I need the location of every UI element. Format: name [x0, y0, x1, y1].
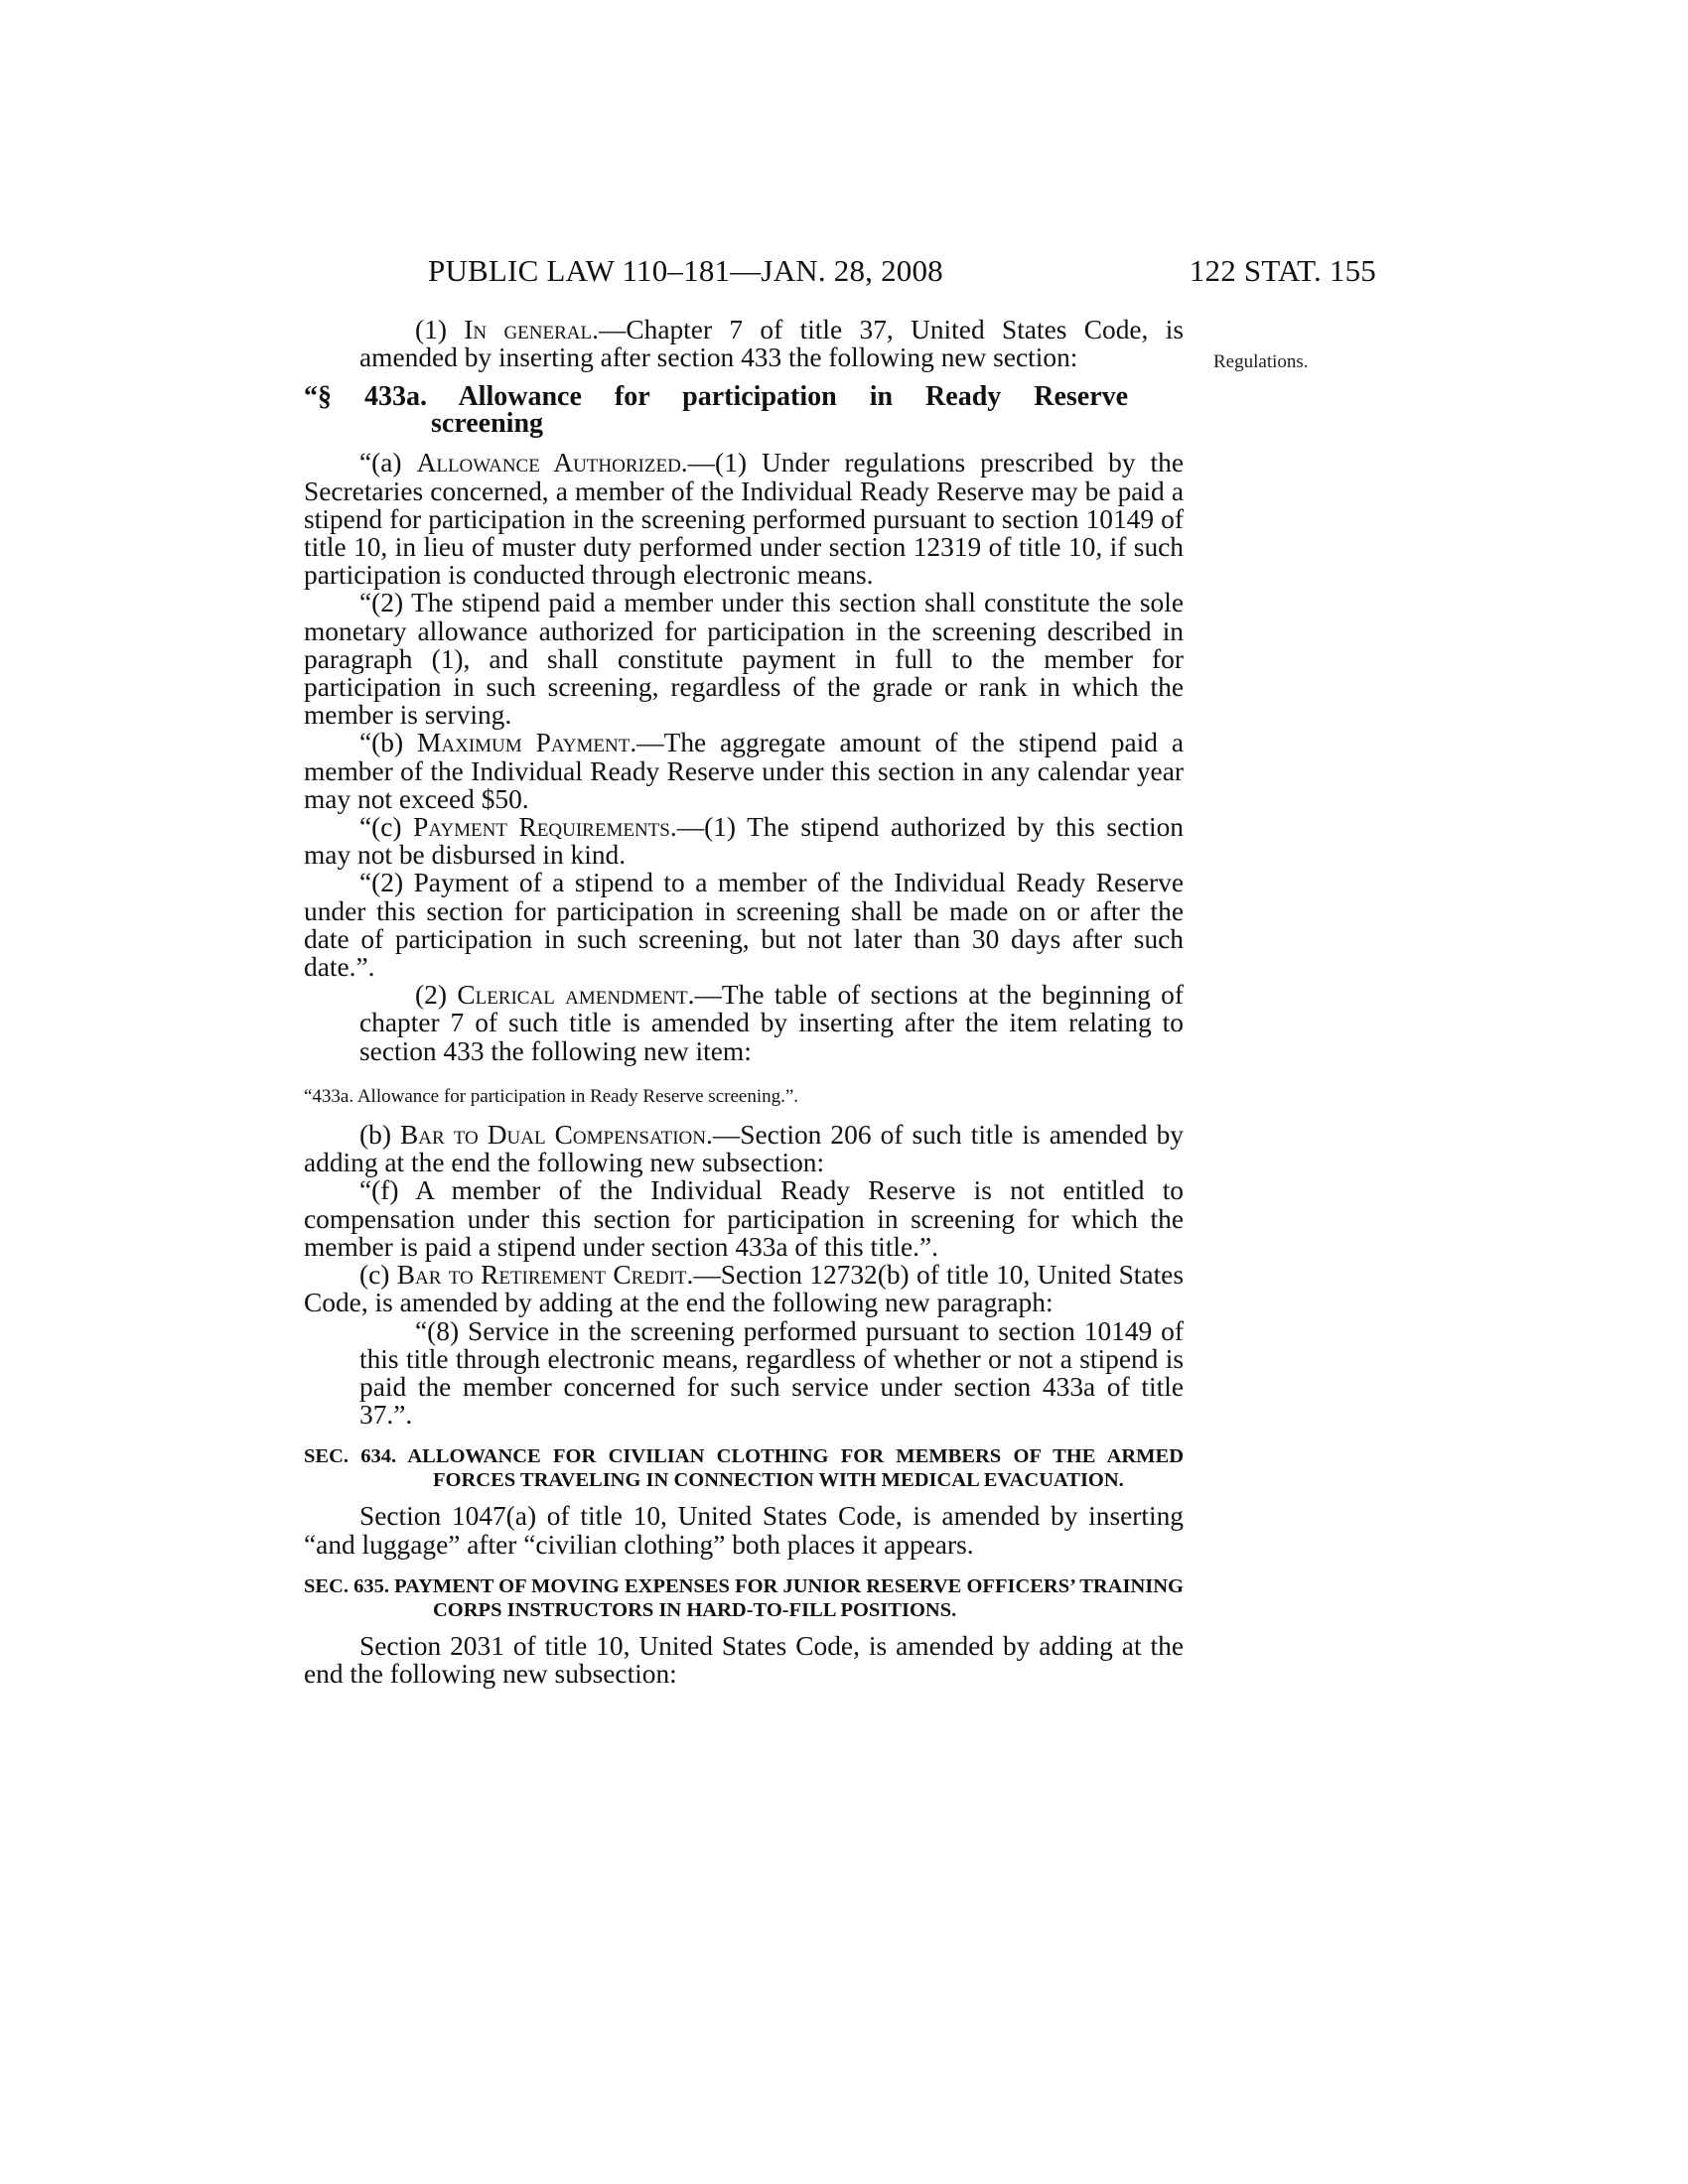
- subsection-c: “(c) Payment Requirements.—(1) The stipend authorized by this section may not be disbursed in kind.: [304, 812, 1185, 871]
- section-433a-heading: “§ 433a. Allowance for participation in Ready Reserve screening: [304, 381, 1129, 440]
- page-header: [304, 253, 1376, 293]
- page-number: 122 STAT. 155: [1189, 253, 1376, 288]
- subsection-c-retirement-credit: (c) Bar to Retirement Credit.—Section 12732(b) of title 10, United States Code, is amended by adding at the end the following new paragraph:: [304, 1260, 1185, 1318]
- section-635-heading: SEC. 635. PAYMENT OF MOVING EXPENSES FOR JUNIOR RESERVE OFFICERS’ TRAINING CORPS INSTRUCTORS IN HARD-TO-FILL POSITIONS.: [304, 1574, 1184, 1621]
- paragraph-1-in-general: (1) In general.—Chapter 7 of title 37, United States Code, is amended by inserting after section 433 the following new section:: [359, 315, 1184, 373]
- table-of-sections-item: “433a. Allowance for participation in Ready Reserve screening.”.: [304, 1085, 799, 1107]
- subsection-b: “(b) Maximum Payment.—The aggregate amount of the stipend paid a member of the Individual Ready Reserve under this section in any calendar year may not exceed $50.: [304, 728, 1184, 814]
- running-title: PUBLIC LAW 110–181—JAN. 28, 2008: [428, 253, 943, 288]
- subsection-c-2: “(2) Payment of a stipend to a member of the Individual Ready Reserve under this section for participation in screening shall be made on or after the date of participation in such screening, but not later than 30 days after such date.”.: [304, 868, 1184, 983]
- subsection-a-2: “(2) The stipend paid a member under this section shall constitute the sole monetary allowance authorized for participation in the screening described in paragraph (1), and shall constitute payment in full to the member for participation in such screening, regardless of the grade or rank in which the member is serving.: [304, 588, 1184, 731]
- subsection-a: “(a) Allowance Authorized.—(1) Under regulations prescribed by the Secretaries concerned, a member of the Individual Ready Reserve may be paid a stipend for participation in the screening performed pursuant to section 10149 of title 10, in lieu of muster duty performed under section 12319 of title 10, if such participation is conducted through electronic means.: [304, 448, 1185, 591]
- section-634-heading: SEC. 634. ALLOWANCE FOR CIVILIAN CLOTHING FOR MEMBERS OF THE ARMED FORCES TRAVELING IN CONNECTION WITH MEDICAL EVACUATION.: [304, 1445, 1184, 1492]
- section-635-text: Section 2031 of title 10, United States Code, is amended by adding at the end the following new subsection:: [304, 1630, 1184, 1689]
- margin-note: Regulations.: [1213, 351, 1309, 372]
- subsection-b-dual-compensation: (b) Bar to Dual Compensation.—Section 206 of such title is amended by adding at the end the following new subsection:: [304, 1120, 1184, 1178]
- paragraph-8: “(8) Service in the screening performed pursuant to section 10149 of this title through electronic means, regardless of whether or not a stipend is paid the member concerned for such service under section 433a of title 37.”.: [359, 1315, 1184, 1431]
- paragraph-2-clerical-amendment: (2) Clerical amendment.—The table of sections at the beginning of chapter 7 of such title is amended by inserting after the item relating to section 433 the following new item:: [359, 980, 1184, 1066]
- subsection-f: “(f) A member of the Individual Ready Reserve is not entitled to compensation under this section for participation in screening for which the member is paid a stipend under section 433a of this title.”.: [304, 1175, 1184, 1262]
- section-634-text: Section 1047(a) of title 10, United States Code, is amended by inserting “and luggage” after “civilian clothing” both places it appears.: [304, 1501, 1184, 1560]
- body-text: [304, 316, 1184, 1688]
